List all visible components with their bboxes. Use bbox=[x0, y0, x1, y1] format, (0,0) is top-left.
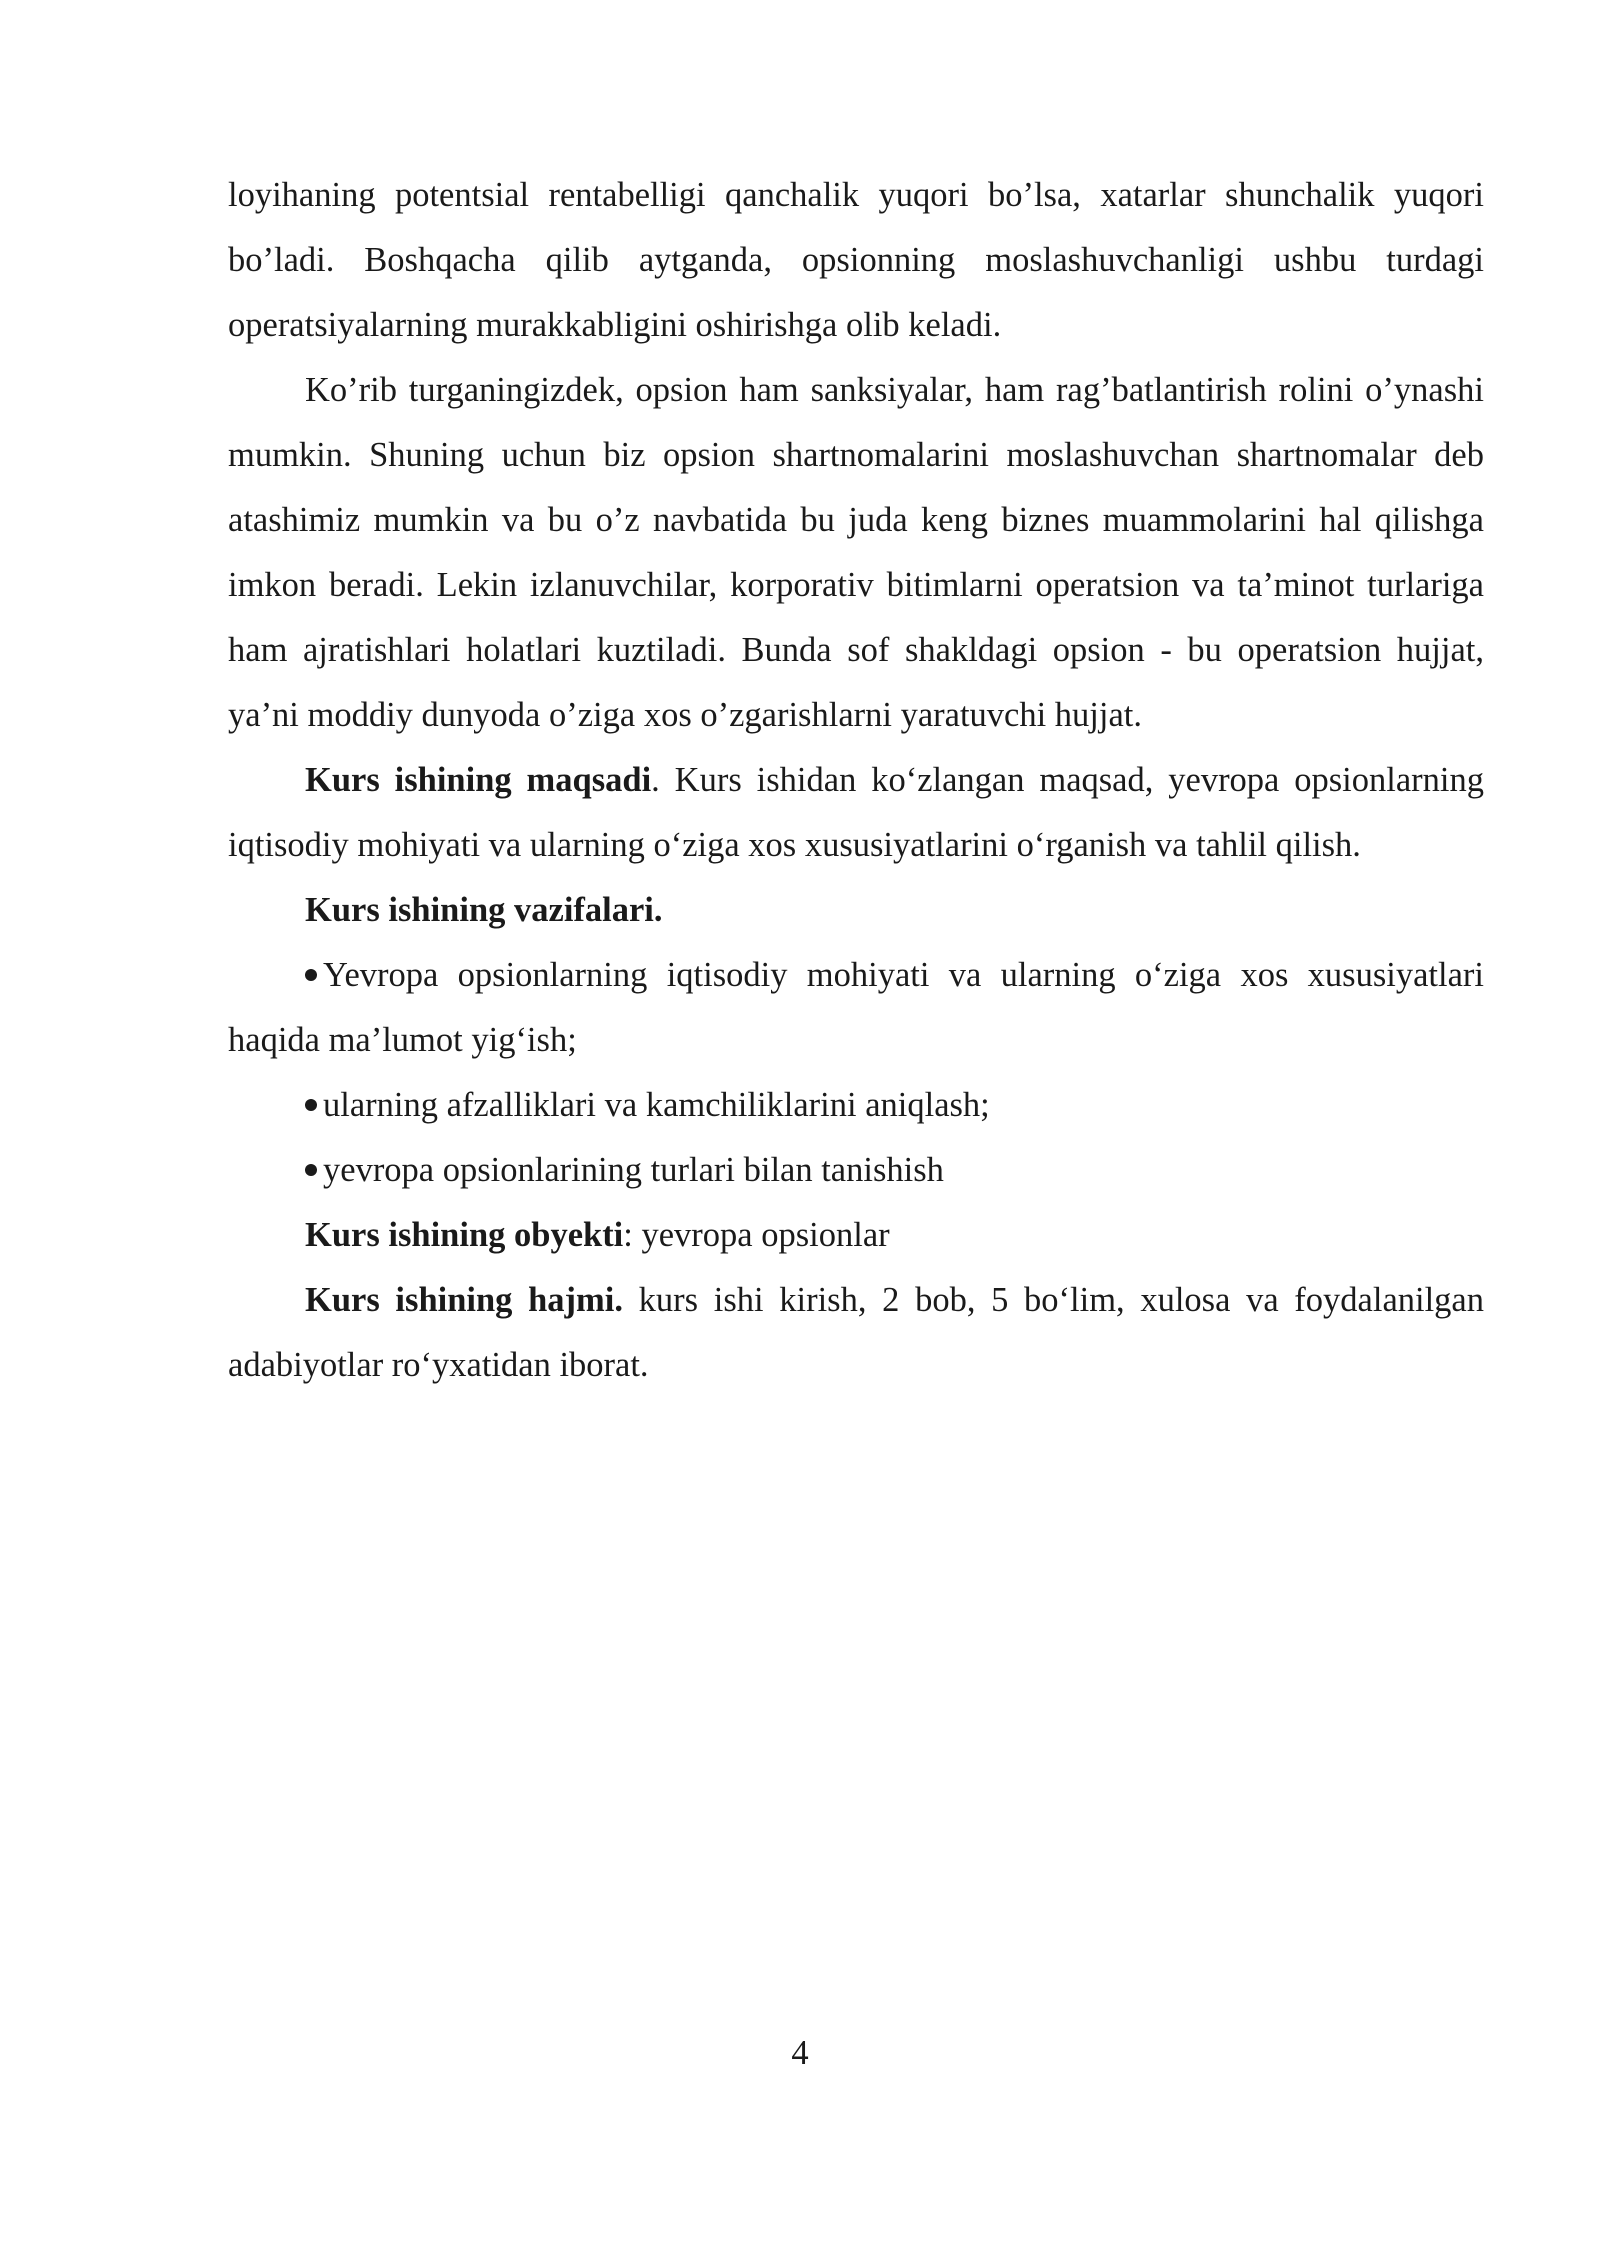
paragraph-1: loyihaning potentsial rentabelligi qanchalik yuqori bo’lsa, xatarlar shunchalik yuqori bo’ladi. Boshqacha qilib aytganda, opsionning moslashuvchanligi ushbu turdagi operatsiyalarning murakkabligini oshirishga olib keladi. bbox=[228, 176, 1484, 344]
task-item-1 bbox=[228, 943, 1484, 1073]
object-paragraph bbox=[228, 1203, 1484, 1268]
bullet-icon bbox=[305, 1099, 317, 1111]
goal-paragraph bbox=[228, 748, 1484, 878]
bullet-icon bbox=[305, 1164, 317, 1176]
goal-punct: . bbox=[651, 761, 660, 799]
object-label: Kurs ishining obyekti bbox=[305, 1216, 624, 1254]
task-item-3 bbox=[228, 1138, 1484, 1203]
goal-text: Kurs ishidan ko‘zlangan maqsad, yevropa opsionlarning iqtisodiy mohiyati va ularning o‘ziga xos xususiyatlarini o‘rganish va tahlil qilish. bbox=[228, 761, 1484, 864]
task-item-2-text: ularning afzalliklari va kamchiliklarini aniqlash; bbox=[323, 1086, 990, 1124]
volume-text: kurs ishi kirish, 2 bob, 5 bo‘lim, xulosa va foydalanilgan adabiyotlar ro‘yxatidan iborat. bbox=[228, 1281, 1484, 1384]
volume-paragraph bbox=[228, 1268, 1484, 1398]
paragraph-2: Ko’rib turganingizdek, opsion ham sanksiyalar, ham rag’batlantirish rolini o’ynashi mumkin. Shuning uchun biz opsion shartnomalarini moslashuvchan shartnomalar deb atashimiz mumkin va bu o’z navbatida bu juda keng biznes muammolarini hal qilishga imkon beradi. Lekin izlanuvchilar, korporativ bitimlarni operatsion va ta’minot turlariga ham ajratishlari holatlari kuztiladi. Bunda sof shakldagi opsion - bu operatsion hujjat, ya’ni moddiy dunyoda o’ziga xos o’zgarishlarni yaratuvchi hujjat. bbox=[228, 371, 1484, 734]
page-body bbox=[228, 163, 1484, 1398]
object-text: : yevropa opsionlar bbox=[623, 1216, 890, 1254]
volume-label: Kurs ishining hajmi. bbox=[305, 1281, 623, 1319]
task-item-3-text: yevropa opsionlarining turlari bilan tanishish bbox=[323, 1151, 944, 1189]
tasks-heading bbox=[228, 878, 1484, 943]
task-item-2 bbox=[228, 1073, 1484, 1138]
tasks-heading-text: Kurs ishining vazifalari. bbox=[305, 891, 663, 929]
task-item-1-text: Yevropa opsionlarning iqtisodiy mohiyati va ularning o‘ziga xos xususiyatlari haqida ma’lumot yig‘ish; bbox=[228, 956, 1484, 1059]
goal-label: Kurs ishining maqsadi bbox=[305, 761, 652, 799]
page-number: 4 bbox=[791, 2034, 809, 2072]
bullet-icon bbox=[305, 969, 317, 981]
